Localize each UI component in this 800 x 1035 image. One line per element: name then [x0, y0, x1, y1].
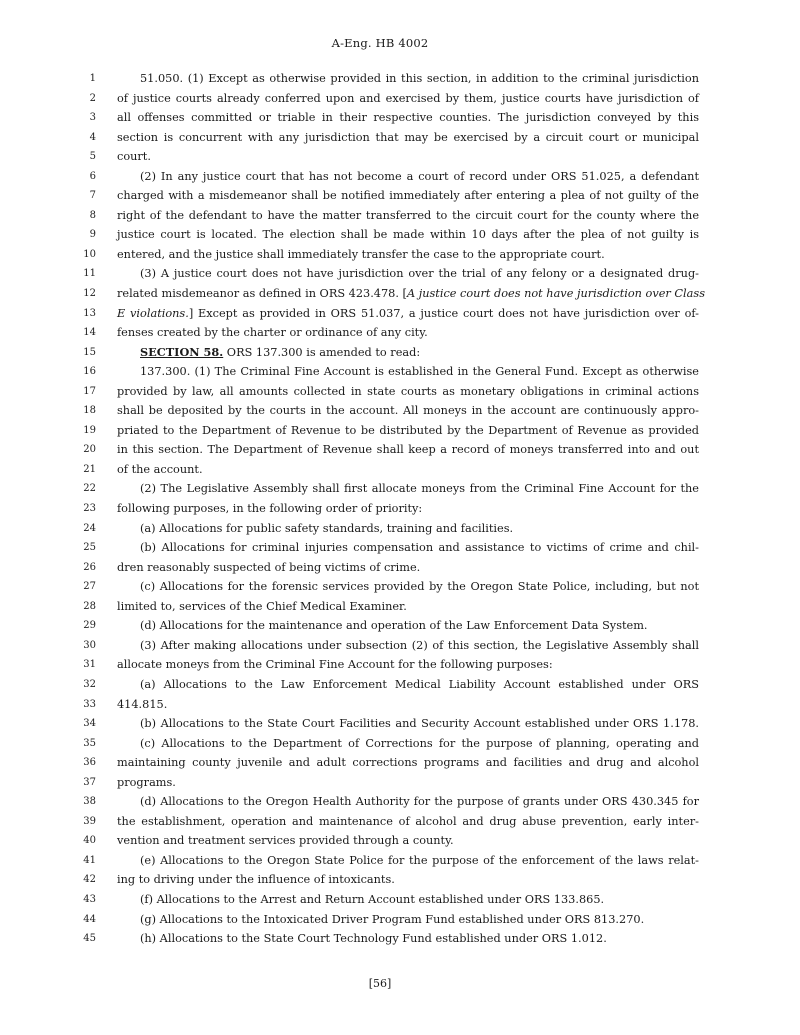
line-text — [140, 910, 699, 930]
text-line — [0, 519, 800, 539]
text-run: programs. — [117, 775, 176, 789]
text-line — [0, 440, 800, 460]
line-text — [140, 264, 699, 284]
text-run: ORS 137.300 is amended to read: — [223, 345, 421, 359]
text-line — [0, 616, 800, 636]
line-text — [140, 675, 699, 695]
line-text — [117, 186, 699, 206]
line-number: 31 — [83, 659, 96, 671]
line-number: 30 — [83, 639, 96, 651]
text-run: (2) The Legislative Assembly shall first allocate moneys from the Criminal Fine Account for the — [140, 482, 699, 496]
line-text — [117, 108, 699, 128]
text-run: dren reasonably suspected of being victims of crime. — [117, 560, 421, 574]
text-run: (d) Allocations for the maintenance and operation of the Law Enforcement Data System. — [140, 619, 648, 633]
line-text — [117, 460, 699, 480]
line-text — [117, 773, 699, 793]
line-text — [117, 382, 699, 402]
line-text — [140, 538, 699, 558]
line-number: 4 — [89, 131, 96, 143]
text-line — [0, 636, 800, 656]
text-run: (h) Allocations to the State Court Technology Fund established under ORS 1.012. — [140, 932, 607, 946]
text-run: right of the defendant to have the matter transferred to the circuit court for the county where the — [117, 208, 699, 222]
text-run: (g) Allocations to the Intoxicated Driver Program Fund established under ORS 813.270. — [140, 912, 645, 926]
line-number: 21 — [83, 463, 96, 475]
line-number: 19 — [83, 424, 96, 436]
text-run: shall be deposited by the courts in the account. All moneys in the account are continuously appro- — [117, 404, 699, 418]
line-text — [117, 421, 699, 441]
line-number: 16 — [83, 366, 96, 378]
text-line — [0, 675, 800, 695]
text-line — [0, 225, 800, 245]
text-line — [0, 538, 800, 558]
line-number: 29 — [83, 620, 96, 632]
line-number: 43 — [83, 893, 96, 905]
text-line — [0, 323, 800, 343]
text-line — [0, 734, 800, 754]
line-number: 32 — [83, 678, 96, 690]
text-run: (c) Allocations for the forensic services provided by the Oregon State Police, including, but not — [140, 580, 699, 594]
line-text — [117, 812, 699, 832]
line-number: 8 — [89, 209, 96, 221]
line-number: 39 — [83, 815, 96, 827]
text-run: section is concurrent with any jurisdiction that may be exercised by a circuit court or municipal — [117, 130, 699, 144]
text-line — [0, 753, 800, 773]
text-run: following purposes, in the following order of priority: — [117, 502, 423, 516]
line-number: 9 — [89, 229, 96, 241]
line-number: 7 — [89, 190, 96, 202]
line-text — [117, 695, 699, 715]
text-line — [0, 284, 800, 304]
text-line — [0, 831, 800, 851]
line-number: 27 — [83, 581, 96, 593]
text-run: (a) Allocations for public safety standards, training and facilities. — [140, 521, 514, 535]
text-line — [0, 577, 800, 597]
text-line — [0, 186, 800, 206]
line-text — [117, 245, 699, 265]
text-line — [0, 167, 800, 187]
line-number: 41 — [83, 854, 96, 866]
text-run: of the account. — [117, 462, 203, 476]
line-text — [140, 929, 699, 949]
text-line — [0, 245, 800, 265]
text-run: related misdemeanor as defined in ORS 423.478. [ — [117, 287, 407, 301]
line-text — [117, 304, 699, 324]
line-number: 5 — [89, 151, 96, 163]
line-text — [140, 890, 699, 910]
text-line — [0, 812, 800, 832]
section-heading: SECTION 58. — [140, 344, 224, 359]
text-line — [0, 499, 800, 519]
text-run: vention and treatment services provided through a county. — [117, 834, 454, 848]
line-text — [140, 577, 699, 597]
line-number: 13 — [83, 307, 96, 319]
line-text — [117, 753, 699, 773]
text-line — [0, 714, 800, 734]
line-text — [140, 714, 699, 734]
text-line — [0, 382, 800, 402]
line-number: 35 — [83, 737, 96, 749]
text-line — [0, 910, 800, 930]
line-number: 6 — [89, 170, 96, 182]
text-run: (d) Allocations to the Oregon Health Authority for the purpose of grants under ORS 430.345 for — [140, 795, 699, 809]
text-run: ] Except as provided in ORS 51.037, a justice court does not have jurisdiction over of- — [188, 306, 700, 320]
text-run: (b) Allocations for criminal injuries compensation and assistance to victims of crime and chil- — [140, 541, 699, 555]
text-run: court. — [117, 150, 151, 164]
line-text — [117, 440, 699, 460]
line-number: 25 — [83, 542, 96, 554]
text-run: (c) Allocations to the Department of Corrections for the purpose of planning, operating and — [140, 736, 699, 750]
line-number: 20 — [83, 444, 96, 456]
line-number: 38 — [83, 796, 96, 808]
text-line — [0, 851, 800, 871]
line-text — [117, 284, 705, 304]
text-line — [0, 655, 800, 675]
line-number: 14 — [83, 327, 96, 339]
text-run: of justice courts already conferred upon and exercised by them, justice courts have jurisdiction of — [117, 91, 699, 105]
line-text — [117, 89, 699, 109]
line-number: 17 — [83, 385, 96, 397]
page-number: [56] — [368, 977, 392, 990]
text-line — [0, 304, 800, 324]
line-number: 33 — [83, 698, 96, 710]
text-run: in this section. The Department of Revenue shall keep a record of moneys transferred into and out — [117, 443, 699, 457]
text-line — [0, 343, 800, 363]
text-line — [0, 206, 800, 226]
text-line — [0, 695, 800, 715]
text-line — [0, 460, 800, 480]
text-line — [0, 870, 800, 890]
line-text — [117, 128, 699, 148]
text-line — [0, 929, 800, 949]
text-run: charged with a misdemeanor shall be notified immediately after entering a plea of not guilty of the — [117, 189, 699, 203]
text-line — [0, 792, 800, 812]
line-text — [117, 147, 699, 167]
line-text — [140, 69, 699, 89]
text-run: 414.815. — [117, 697, 168, 711]
line-text — [117, 225, 699, 245]
text-run: 137.300. (1) The Criminal Fine Account is established in the General Fund. Except as otherwise — [140, 365, 699, 379]
italic-deleted-text: A justice court does not have jurisdiction over Class — [406, 287, 705, 301]
text-line — [0, 421, 800, 441]
line-text — [117, 870, 699, 890]
italic-deleted-text: E violations. — [117, 306, 189, 320]
text-run: (e) Allocations to the Oregon State Police for the purpose of the enforcement of the laws relat- — [140, 853, 699, 867]
line-number: 34 — [83, 718, 96, 730]
text-line — [0, 890, 800, 910]
line-number: 2 — [89, 92, 96, 104]
text-run: entered, and the justice shall immediately transfer the case to the appropriate court. — [117, 247, 605, 261]
text-run: ing to driving under the influence of intoxicants. — [117, 873, 395, 887]
line-number: 11 — [83, 268, 96, 280]
line-text — [140, 616, 699, 636]
line-text — [117, 499, 699, 519]
line-text — [140, 362, 699, 382]
line-text — [140, 636, 699, 656]
line-number: 28 — [83, 600, 96, 612]
text-run: (3) After making allocations under subsection (2) of this section, the Legislative Assembly shall — [140, 638, 699, 652]
line-number: 3 — [89, 112, 96, 124]
text-run: (2) In any justice court that has not become a court of record under ORS 51.025, a defendant — [140, 169, 699, 183]
line-number: 10 — [83, 248, 96, 260]
text-run: (f) Allocations to the Arrest and Return Account established under ORS 133.865. — [140, 892, 605, 906]
text-line — [0, 558, 800, 578]
line-text — [117, 206, 699, 226]
text-run: priated to the Department of Revenue to be distributed by the Department of Revenue as provided — [117, 423, 699, 437]
text-line — [0, 362, 800, 382]
text-run: (b) Allocations to the State Court Facilities and Security Account established under ORS 1.178. — [140, 717, 699, 731]
text-line — [0, 597, 800, 617]
document-body — [0, 69, 800, 949]
line-number: 15 — [83, 346, 96, 358]
line-text — [140, 167, 699, 187]
text-run: (3) A justice court does not have jurisdiction over the trial of any felony or a designated drug- — [140, 267, 699, 281]
line-number: 18 — [83, 405, 96, 417]
text-line — [0, 479, 800, 499]
line-number: 12 — [83, 288, 96, 300]
line-text — [117, 831, 699, 851]
line-text — [140, 479, 699, 499]
text-line — [0, 69, 800, 89]
line-text — [117, 323, 699, 343]
text-run: fenses created by the charter or ordinance of any city. — [117, 326, 428, 340]
line-number: 36 — [83, 757, 96, 769]
line-number: 26 — [83, 561, 96, 573]
text-run: 51.050. (1) Except as otherwise provided in this section, in addition to the criminal jurisdiction — [140, 72, 699, 85]
line-text — [117, 558, 699, 578]
text-run: allocate moneys from the Criminal Fine Account for the following purposes: — [117, 658, 553, 672]
line-number: 24 — [83, 522, 96, 534]
text-line — [0, 773, 800, 793]
line-number: 1 — [89, 73, 96, 84]
line-number: 23 — [83, 503, 96, 515]
text-run: the establishment, operation and maintenance of alcohol and drug abuse prevention, early inter- — [117, 814, 699, 828]
text-run: limited to, services of the Chief Medical Examiner. — [117, 599, 407, 613]
text-line — [0, 89, 800, 109]
text-run: all offenses committed or triable in their respective counties. The jurisdiction conveyed by this — [117, 111, 699, 125]
text-line — [0, 401, 800, 421]
line-text — [140, 851, 699, 871]
line-text — [117, 655, 699, 675]
line-text — [140, 519, 699, 539]
line-number: 40 — [83, 835, 96, 847]
text-line — [0, 108, 800, 128]
line-text — [140, 792, 699, 812]
text-run: provided by law, all amounts collected in state courts as monetary obligations in criminal actions — [117, 384, 699, 398]
line-number: 37 — [83, 776, 96, 788]
page-header-title: A-Eng. HB 4002 — [331, 36, 429, 50]
text-line — [0, 147, 800, 167]
text-line — [0, 264, 800, 284]
line-number: 42 — [83, 874, 96, 886]
text-run: justice court is located. The election shall be made within 10 days after the plea of not guilty is — [117, 228, 699, 242]
text-run: (a) Allocations to the Law Enforcement Medical Liability Account established under ORS — [140, 677, 699, 691]
line-text — [117, 401, 699, 421]
text-line — [0, 128, 800, 148]
line-text — [140, 343, 699, 363]
line-number: 44 — [83, 913, 96, 925]
text-run: maintaining county juvenile and adult corrections programs and facilities and drug and alcohol — [117, 756, 699, 770]
line-text — [117, 597, 699, 617]
line-number: 45 — [83, 933, 96, 945]
line-number: 22 — [83, 483, 96, 495]
line-text — [140, 734, 699, 754]
